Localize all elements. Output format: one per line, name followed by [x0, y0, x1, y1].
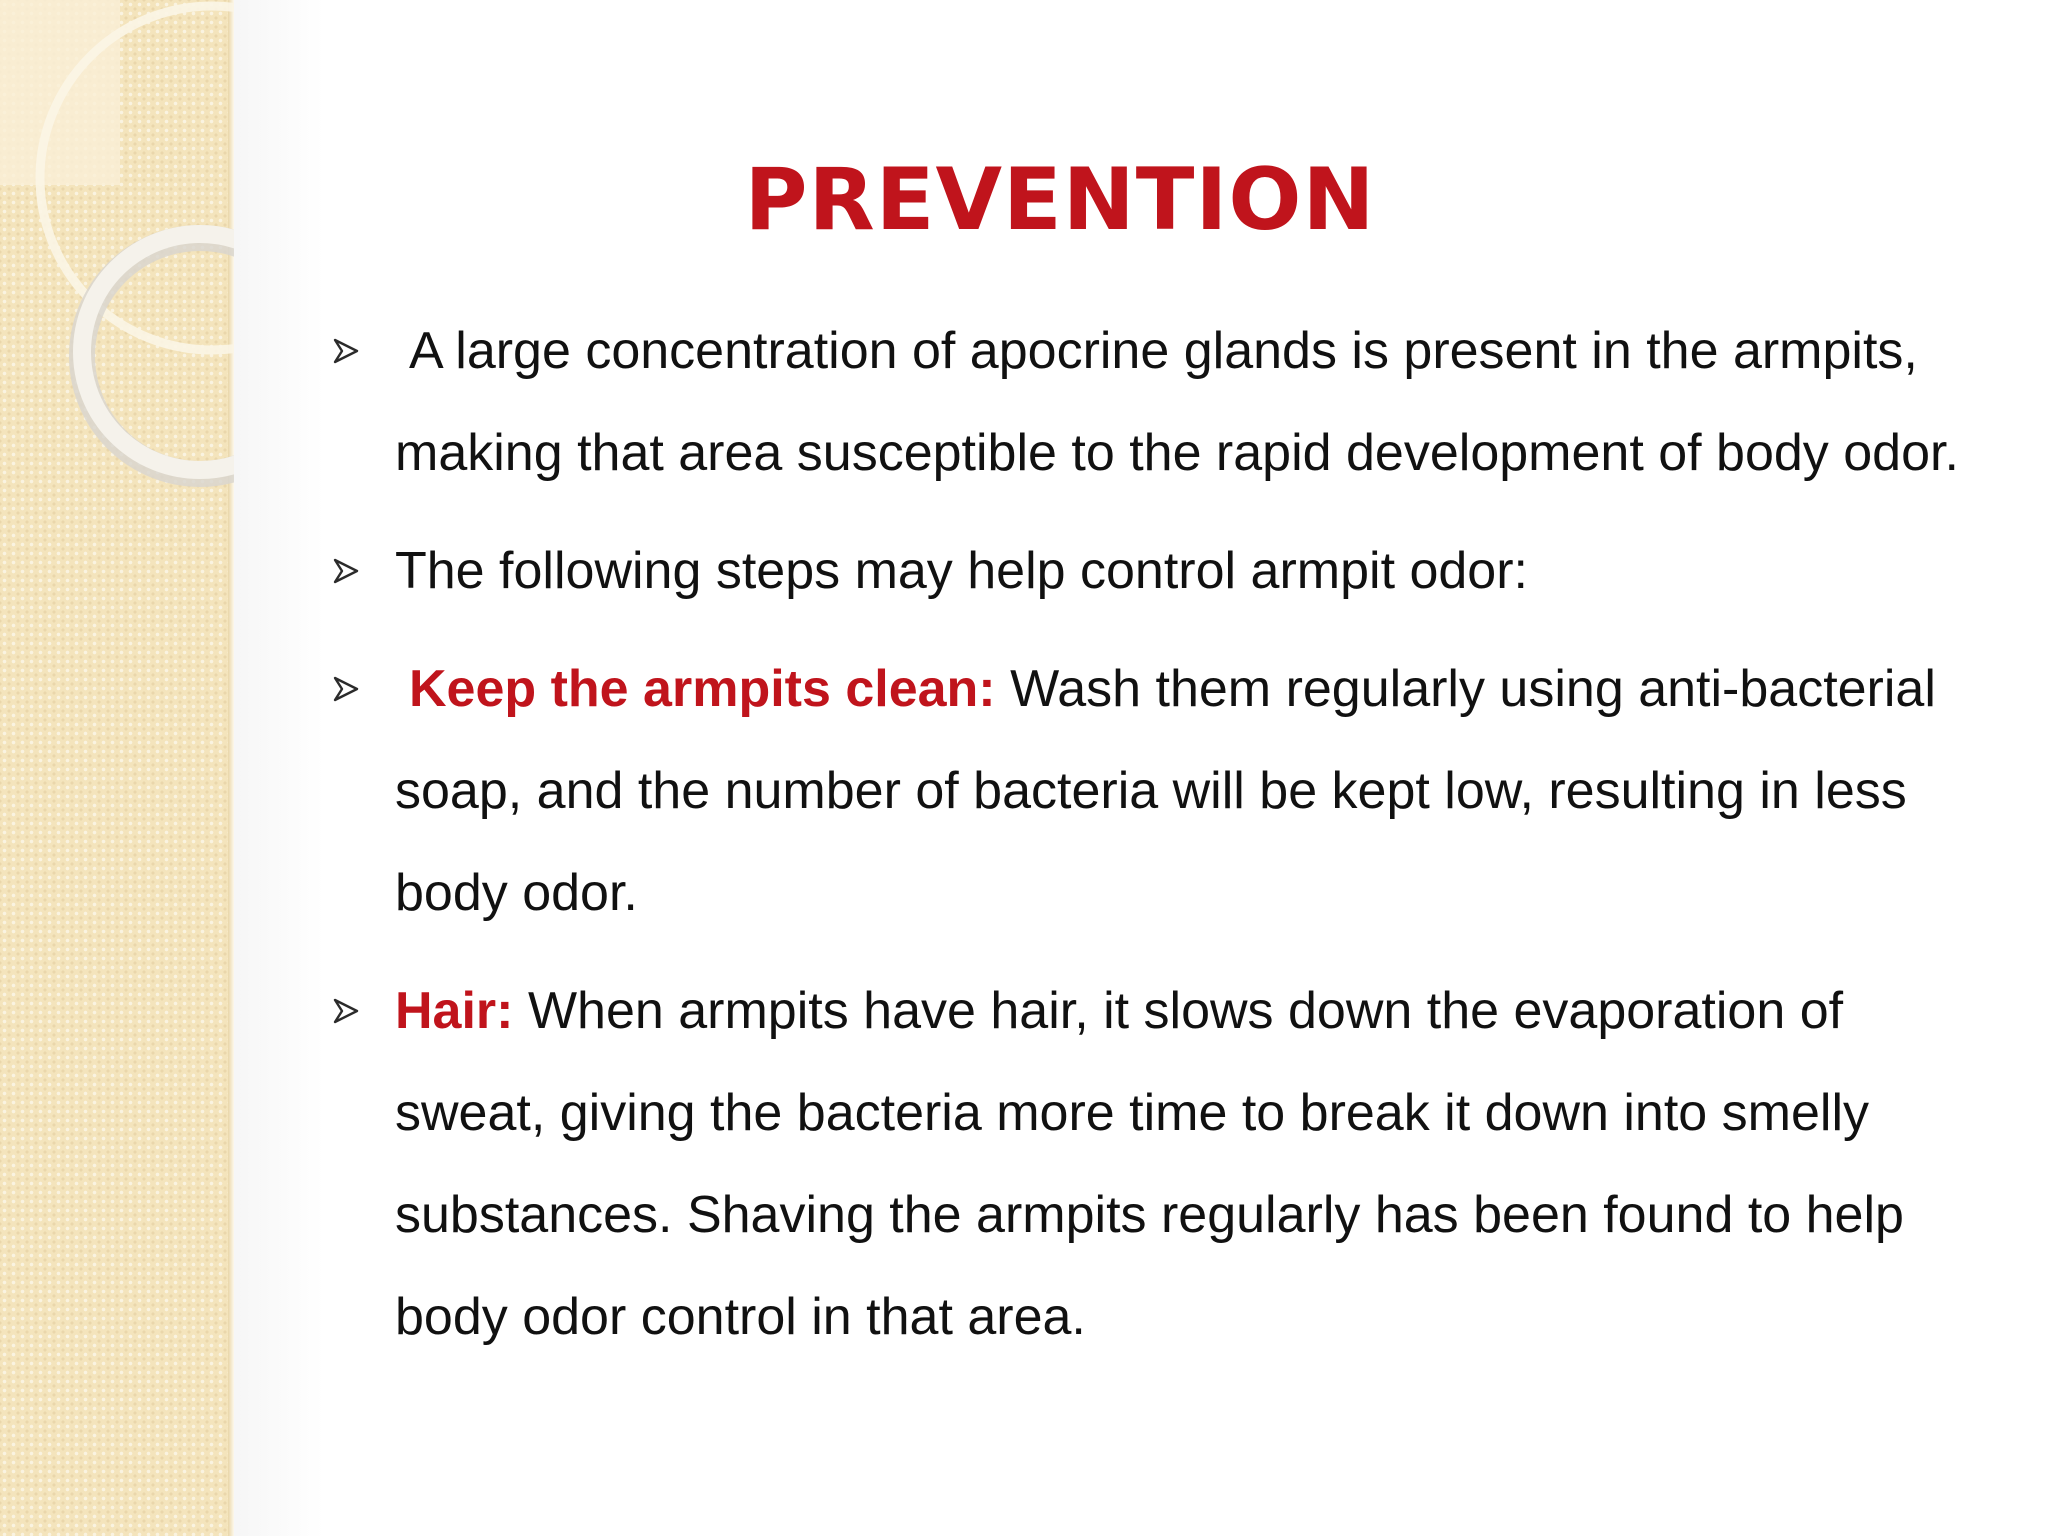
decorative-rings	[0, 0, 234, 520]
bullet-text: The following steps may help control armpit odor:	[395, 542, 1528, 600]
bullet-text: Wash them regularly using anti-bacterial soap, and the number of bacteria will be kept low, resulting in less body odor.	[395, 660, 1936, 922]
side-band-shadow	[234, 0, 324, 1536]
chevron-arrow-icon	[330, 638, 370, 740]
bullet-item-keep-clean	[330, 638, 1990, 944]
bullet-item-hair	[330, 960, 1990, 1368]
slide-title: PREVENTION	[744, 150, 1376, 250]
bullet-heading: Hair:	[395, 982, 514, 1040]
bullet-text: A large concentration of apocrine glands is present in the armpits, making that area susceptible to the rapid development of body odor.	[395, 322, 1959, 482]
bullet-item-apocrine-glands	[330, 300, 1990, 504]
bullet-heading: Keep the armpits clean:	[409, 660, 996, 718]
chevron-arrow-icon	[330, 960, 370, 1062]
bullet-list	[330, 300, 1990, 1384]
chevron-arrow-icon	[330, 300, 370, 402]
bullet-item-control-steps	[330, 520, 1990, 622]
chevron-arrow-icon	[330, 520, 370, 622]
bullet-text: When armpits have hair, it slows down the evaporation of sweat, giving the bacteria more time to break it down into smelly substances. Shaving the armpits regularly has been found to help body odor control in that area.	[395, 982, 1904, 1346]
